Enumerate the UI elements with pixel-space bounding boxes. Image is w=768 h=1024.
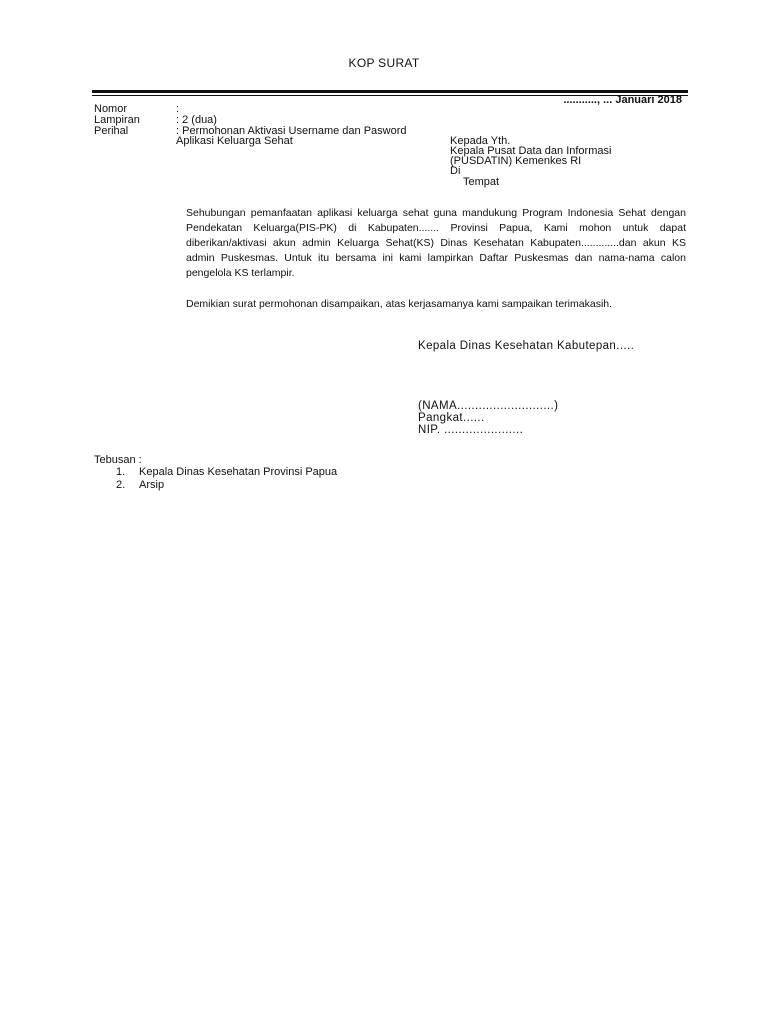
tembusan-item-2-num: 2. xyxy=(116,479,126,491)
tembusan-item-1-num: 1. xyxy=(116,466,126,478)
recipient-line5: Tempat xyxy=(463,176,500,188)
recipient-line2: Kepala Pusat Data dan Informasi xyxy=(450,145,612,157)
body-paragraph-2: Demikian surat permohonan disampaikan, atas kerjasamanya kami sampaikan terimakasih. xyxy=(186,298,613,310)
letterhead-title: KOP SURAT xyxy=(348,56,420,70)
signature-name: (NAMA...........................) xyxy=(418,400,559,412)
recipient-line3: (PUSDATIN) Kemenkes RI xyxy=(450,155,582,167)
letter-date: ..........., ... Januari 2018 xyxy=(563,94,682,106)
recipient-line1: Kepada Yth. xyxy=(450,135,511,147)
perihal-label: Perihal xyxy=(94,125,129,137)
perihal-value-line2: Aplikasi Keluarga Sehat xyxy=(176,135,293,147)
body-paragraph-1: Sehubungan pemanfaatan aplikasi keluarga sehat guna mandukung Program Indonesia Sehat dengan Pendekatan Keluarga(PIS-PK) di Kabupaten....... Provinsi Papua, Kami mohon untuk dapat diberikan/aktivasi akun admin Keluarga Sehat(KS) Dinas Kesehatan Kabupaten.............dan akun KS admin Puskesmas. Untuk itu bersama ini kami lampirkan Daftar Puskesmas dan nama-nama calon pengelola KS terlampir. xyxy=(186,207,686,279)
perihal-value-line1: : Permohonan Aktivasi Username dan Pasword xyxy=(176,125,407,137)
nomor-label: Nomor xyxy=(94,103,128,115)
recipient-line4: Di xyxy=(450,165,461,177)
tembusan-item-2-text: Arsip xyxy=(139,479,165,491)
lampiran-label: Lampiran xyxy=(94,114,140,126)
lampiran-value: : 2 (dua) xyxy=(176,114,217,126)
letterhead-rule-thick xyxy=(92,90,688,93)
signature-rank: Pangkat...... xyxy=(418,412,485,424)
signature-title: Kepala Dinas Kesehatan Kabutepan..... xyxy=(418,340,635,352)
tembusan-item-1-text: Kepala Dinas Kesehatan Provinsi Papua xyxy=(139,466,338,478)
tembusan-label: Tebusan : xyxy=(94,454,142,466)
signature-nip: NIP. ...................... xyxy=(418,424,524,436)
nomor-value: : xyxy=(176,103,180,115)
